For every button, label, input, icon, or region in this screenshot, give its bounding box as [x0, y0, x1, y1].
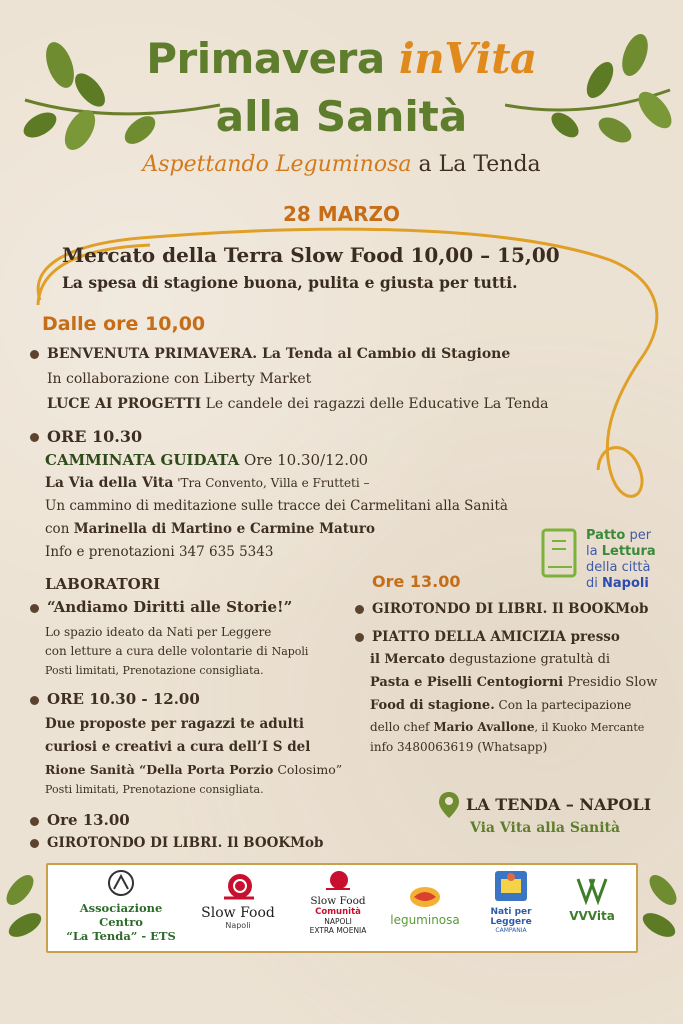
slow-food-napoli-logo: Slow Food Napoli [188, 871, 288, 930]
labs-item1-line3: Posti limitati, Prenotazione consigliata. [45, 664, 264, 677]
section1-line1: BENVENUTA PRIMAVERA. La Tenda al Cambio di Stagione [30, 346, 510, 362]
market-subtitle: La spesa di stagione buona, pulita e giusta per tutti. [62, 273, 518, 292]
event-title-line2: alla Sanità [215, 92, 468, 141]
section2-line1: CAMMINATA GUIDATA Ore 10.30/12.00 [45, 451, 369, 469]
section2-line2: La Via della Vita 'Tra Convento, Villa e Frutteti – [45, 475, 370, 491]
right-col-item1: GIROTONDO DI LIBRI. Il BOOKMob [355, 601, 648, 617]
leaf-bottom-left-icon [0, 870, 50, 960]
bullet-icon [30, 604, 39, 613]
subtitle-aspettando: Aspettando Leguminosa [142, 152, 412, 177]
vvvita-logo: VVVita [554, 873, 630, 923]
section1-line3: LUCE AI PROGETTI Le candele dei ragazzi delle Educative La Tenda [47, 396, 549, 412]
bullet-icon [355, 633, 364, 642]
sponsors-band [46, 863, 638, 953]
title-invita: inVita [398, 34, 537, 83]
labs-item2-line3: Rione Sanità “Della Porta Porzio Colosimo” [45, 762, 343, 777]
book-icon [540, 527, 580, 581]
leguminosa-logo: leguminosa [382, 885, 468, 927]
snail-icon [324, 869, 352, 891]
labs-item2-line4: Posti limitati, Prenotazione consigliata. [45, 783, 264, 796]
leaf-bottom-right-icon [635, 870, 683, 960]
legume-icon [408, 885, 442, 909]
event-title [0, 34, 683, 83]
bullet-icon [30, 817, 39, 826]
nati-per-leggere-logo: Nati per Leggere CAMPANIA [478, 869, 544, 934]
right-col-item2-line4: Food di stagione. Con la partecipazione [370, 698, 632, 713]
section2-time: ORE 10.30 [30, 427, 142, 446]
vvvita-leaves-icon [572, 873, 612, 905]
bullet-icon [30, 350, 39, 359]
labs-item1-line1: Lo spazio ideato da Nati per Leggere [45, 625, 272, 639]
right-col-item2-line5: dello chef Mario Avallone, il Kuoko Mercante [370, 720, 645, 734]
event-subtitle [0, 152, 683, 177]
labs-heading: LABORATORI [45, 575, 161, 593]
subtitle-la-tenda: a La Tenda [418, 152, 541, 177]
right-col-item2-line3: Pasta e Piselli Centogiorni Presidio Slow [370, 675, 658, 690]
labs-item2-line2: curiosi e creativi a cura dell’I S del [45, 739, 311, 755]
snail-icon [220, 871, 256, 901]
la-tenda-emblem-icon [107, 869, 135, 897]
section2-line5: Info e prenotazioni 347 635 5343 [45, 544, 274, 560]
from-time-heading: Dalle ore 10,00 [42, 313, 206, 335]
labs-item3-time: Ore 13.00 [30, 811, 130, 829]
section2-line3: Un cammino di meditazione sulle tracce dei Carmelitani alla Sanità [45, 498, 508, 514]
labs-item1-line2: con letture a cura delle volontarie di Napoli [45, 644, 309, 658]
bullet-icon [355, 605, 364, 614]
section2-line4: con Marinella di Martino e Carmine Maturo [45, 521, 375, 537]
bullet-icon [30, 433, 39, 442]
labs-item1-title: “Andiamo Diritti alle Storie!” [30, 598, 292, 616]
associazione-la-tenda-logo: Associazione Centro “La Tenda” - ETS [56, 869, 186, 943]
section1-line2: In collaborazione con Liberty Market [47, 371, 312, 387]
slow-food-comunita-logo: Slow Food Comunità NAPOLI EXTRA MOENIA [296, 869, 380, 935]
right-col-item2-line2: il Mercato degustazione gratultà di [370, 652, 611, 667]
labs-item3-line1: GIROTONDO DI LIBRI. Il BOOKMob [30, 835, 323, 851]
event-date: 28 MARZO [282, 202, 401, 226]
labs-item2-time: ORE 10.30 - 12.00 [30, 690, 200, 708]
bullet-icon [30, 839, 39, 848]
patto-lettura-logo: Patto per la Lettura della città di Napoli [586, 528, 656, 591]
labs-item2-line1: Due proposte per ragazzi te adulti [45, 716, 305, 732]
right-col-item2-line1: PIATTO DELLA AMICIZIA presso [355, 629, 620, 645]
bullet-icon [30, 696, 39, 705]
location-pin-icon [438, 790, 460, 820]
right-col-time: Ore 13.00 [372, 572, 461, 591]
location-title: LA TENDA – NAPOLI [466, 795, 652, 814]
children-reading-icon [493, 869, 529, 903]
market-title: Mercato della Terra Slow Food 10,00 – 15,00 [62, 243, 560, 267]
title-primavera: Primavera [146, 34, 385, 83]
location-address: Via Vita alla Sanità [470, 820, 621, 836]
right-col-item2-line6: info 3480063619 (Whatsapp) [370, 740, 548, 754]
